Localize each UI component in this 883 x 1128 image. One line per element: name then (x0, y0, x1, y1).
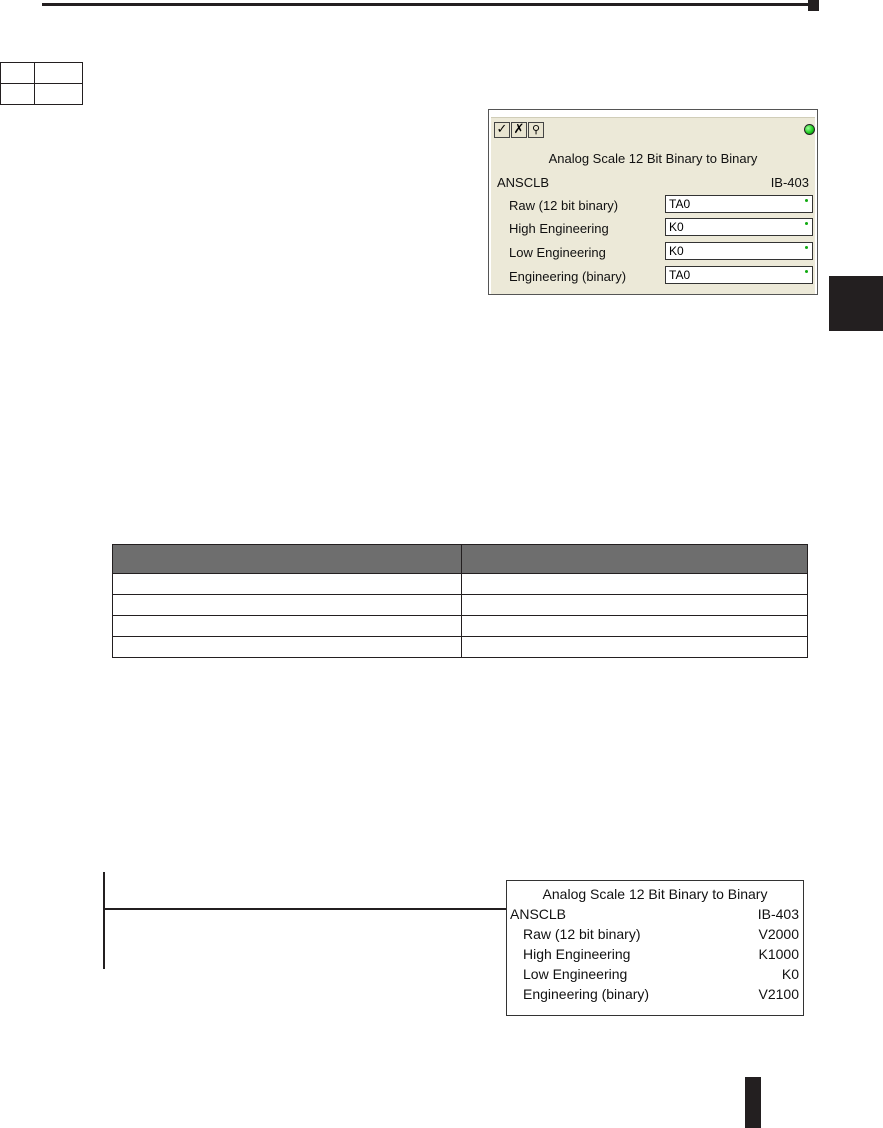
header-marker (808, 0, 819, 11)
table-header-row (113, 545, 808, 574)
ladder-param-label: High Engineering (523, 946, 631, 962)
low-engineering-input[interactable] (665, 242, 813, 260)
raw-value: TA0 (669, 197, 691, 211)
dialog-code: IB-403 (770, 175, 809, 190)
field-status-icon (805, 246, 808, 249)
dialog-mnemonic: ANSCLB (497, 175, 550, 190)
ladder-title: Analog Scale 12 Bit Binary to Binary (542, 886, 768, 902)
table-row (113, 595, 808, 616)
chapter-tab (829, 276, 883, 331)
status-led-icon (804, 124, 815, 135)
table-cell (462, 595, 808, 616)
param-label-low: Low Engineering (509, 245, 606, 260)
table-row (113, 574, 808, 595)
table-cell (462, 616, 808, 637)
table-cell (462, 574, 808, 595)
instruction-dialog (488, 109, 818, 295)
param-label-raw: Raw (12 bit binary) (509, 198, 619, 213)
corner-cell (1, 63, 35, 84)
ladder-param-value: K0 (781, 966, 799, 982)
corner-cell (1, 84, 35, 105)
table-cell (462, 637, 808, 658)
ladder-code: IB-403 (757, 906, 799, 922)
high-engineering-input[interactable] (665, 218, 813, 236)
ladder-param-value: V2100 (758, 986, 799, 1002)
ladder-power-rail (103, 872, 105, 969)
field-status-icon (805, 222, 808, 225)
table-cell (113, 595, 462, 616)
field-status-icon (805, 199, 808, 202)
dialog-body (491, 117, 815, 294)
page-footer-tab (745, 1077, 761, 1128)
edit-icon[interactable]: ✗ (511, 122, 527, 138)
help-icon[interactable]: ⚲ (528, 122, 544, 138)
ladder-param-label: Engineering (binary) (523, 986, 650, 1002)
corner-cell (35, 84, 83, 105)
corner-table-row (1, 84, 83, 105)
low-engineering-value: K0 (669, 244, 684, 258)
corner-cell (35, 63, 83, 84)
parameter-table (112, 544, 808, 658)
ladder-param-value: V2000 (758, 926, 799, 942)
param-label-high: High Engineering (509, 221, 609, 236)
ladder-param-label: Low Engineering (523, 966, 628, 982)
dialog-title: Analog Scale 12 Bit Binary to Binary (548, 151, 758, 166)
table-header-cell (462, 545, 808, 574)
table-row (113, 616, 808, 637)
table-header-cell (113, 545, 462, 574)
raw-input[interactable] (665, 195, 813, 213)
high-engineering-value: K0 (669, 220, 684, 234)
header-rule (42, 3, 812, 6)
table-row (113, 637, 808, 658)
ladder-rung (105, 908, 506, 910)
ladder-mnemonic: ANSCLB (510, 906, 567, 922)
check-icon[interactable]: ✓ (494, 122, 510, 138)
engineering-output-value: TA0 (669, 268, 691, 282)
ladder-param-value: K1000 (758, 946, 799, 962)
corner-table (0, 62, 83, 105)
ladder-param-label: Raw (12 bit binary) (523, 926, 641, 942)
table-cell (113, 616, 462, 637)
engineering-output-input[interactable] (665, 266, 813, 284)
corner-table-row (1, 63, 83, 84)
field-status-icon (805, 270, 808, 273)
table-cell (113, 574, 462, 595)
param-label-engineering: Engineering (binary) (509, 269, 627, 284)
table-cell (113, 637, 462, 658)
ladder-instruction-box (506, 880, 804, 1016)
